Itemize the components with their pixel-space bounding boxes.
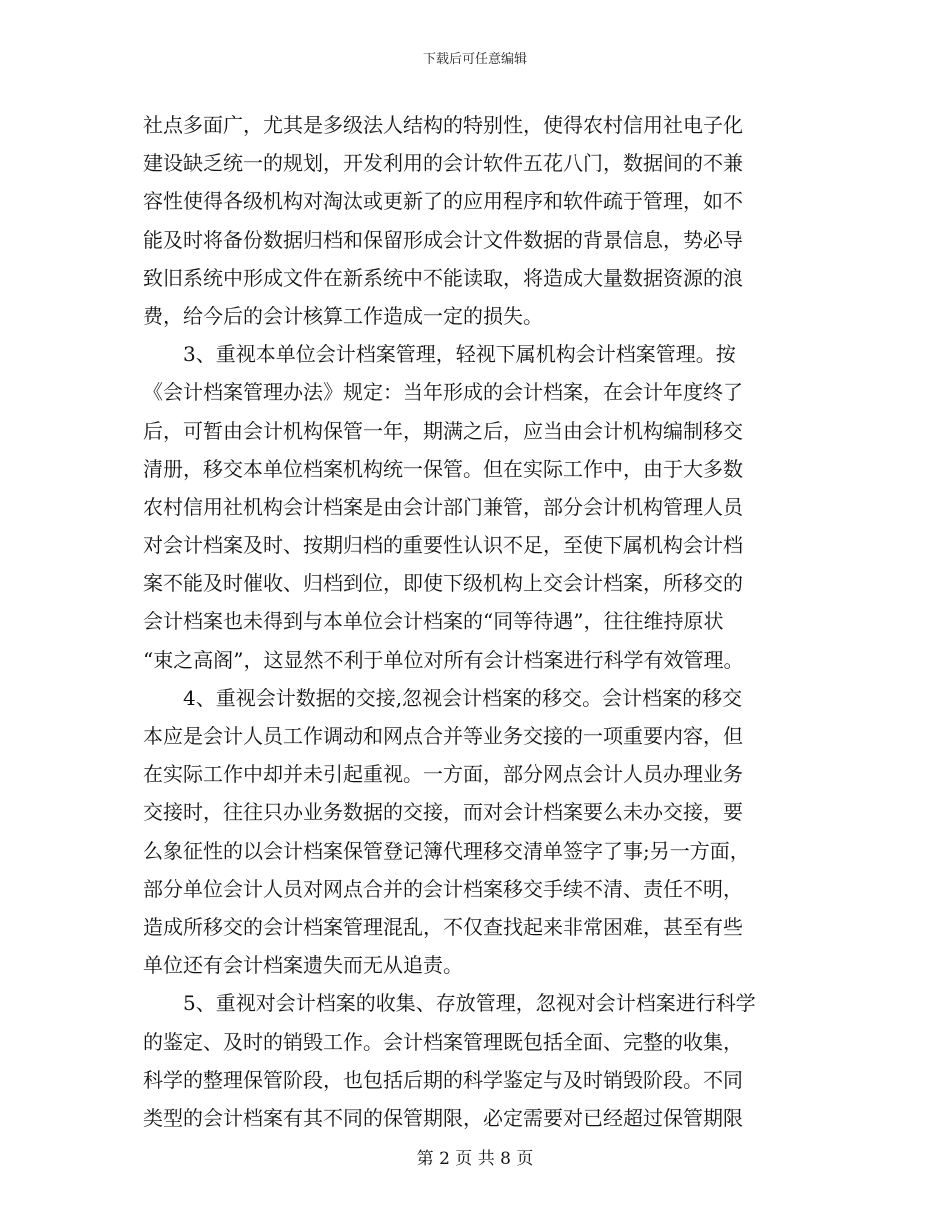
text-line: 单位还有会计档案遗失而无从追责。 xyxy=(143,953,463,978)
text-line: 部分单位会计人员对网点合并的会计档案移交手续不清、责任不明， xyxy=(143,876,743,901)
text-line: 在实际工作中却并未引起重视。一方面，部分网点会计人员办理业务 xyxy=(143,762,743,787)
text-line: 交接时，往往只办业务数据的交接，而对会计档案要么未办交接，要 xyxy=(143,800,743,825)
body-text xyxy=(143,106,809,1137)
text-line: 致旧系统中形成文件在新系统中不能读取，将造成大量数据资源的浪 xyxy=(143,265,743,290)
text-line: 农村信用社机构会计档案是由会计部门兼管，部分会计机构管理人员 xyxy=(143,494,743,519)
text-line: 社点多面广，尤其是多级法人结构的特别性，使得农村信用社电子化 xyxy=(143,113,743,137)
text-line: 《会计档案管理办法》规定：当年形成的会计档案，在会计年度终了 xyxy=(143,380,743,405)
text-line: 后，可暂由会计机构保管一年，期满之后，应当由会计机构编制移交 xyxy=(143,418,743,443)
text-line: 科学的整理保管阶段，也包括后期的科学鉴定与及时销毁阶段。不同 xyxy=(143,1067,743,1092)
page-header: 下载后可任意编辑 xyxy=(422,52,527,67)
text-line: 3、重视本单位会计档案管理，轻视下属机构会计档案管理。按 xyxy=(143,342,736,367)
text-line: “束之高阁”，这显然不利于单位对所有会计档案进行科学有效管理。 xyxy=(143,647,744,672)
text-line: 案不能及时催收、归档到位，即使下级机构上交会计档案，所移交的 xyxy=(143,571,743,596)
text-line: 造成所移交的会计档案管理混乱，不仅查找起来非常困难，甚至有些 xyxy=(143,914,743,939)
page-number: 第 2 页 共 8 页 xyxy=(416,1149,534,1169)
text-line: 5、重视对会计档案的收集、存放管理，忽视对会计档案进行科学 xyxy=(143,991,756,1016)
text-line: 的鉴定、及时的销毁工作。会计档案管理既包括全面、完整的收集， xyxy=(143,1029,743,1054)
text-line: 能及时将备份数据归档和保留形成会计文件数据的背景信息，势必导 xyxy=(143,227,743,252)
text-line: 类型的会计档案有其不同的保管期限，必定需要对已经超过保管期限 xyxy=(143,1105,743,1130)
text-line: 会计档案也未得到与本单位会计档案的“同等待遇”，往往维持原状 xyxy=(143,609,724,634)
text-line: 费，给今后的会计核算工作造成一定的损失。 xyxy=(143,303,543,328)
text-line: 4、重视会计数据的交接,忽视会计档案的移交。会计档案的移交 xyxy=(143,685,743,710)
text-line: 容性使得各级机构对淘汰或更新了的应用程序和软件疏于管理，如不 xyxy=(143,189,743,214)
text-line: 对会计档案及时、按期归档的重要性认识不足，至使下属机构会计档 xyxy=(143,533,743,558)
text-line: 么象征性的以会计档案保管登记簿代理移交清单签字了事;另一方面， xyxy=(143,838,750,863)
text-line: 建设缺乏统一的规划，开发利用的会计软件五花八门，数据间的不兼 xyxy=(143,151,743,176)
text-line: 清册，移交本单位档案机构统一保管。但在实际工作中，由于大多数 xyxy=(143,456,743,481)
text-line: 本应是会计人员工作调动和网点合并等业务交接的一项重要内容，但 xyxy=(143,724,743,748)
